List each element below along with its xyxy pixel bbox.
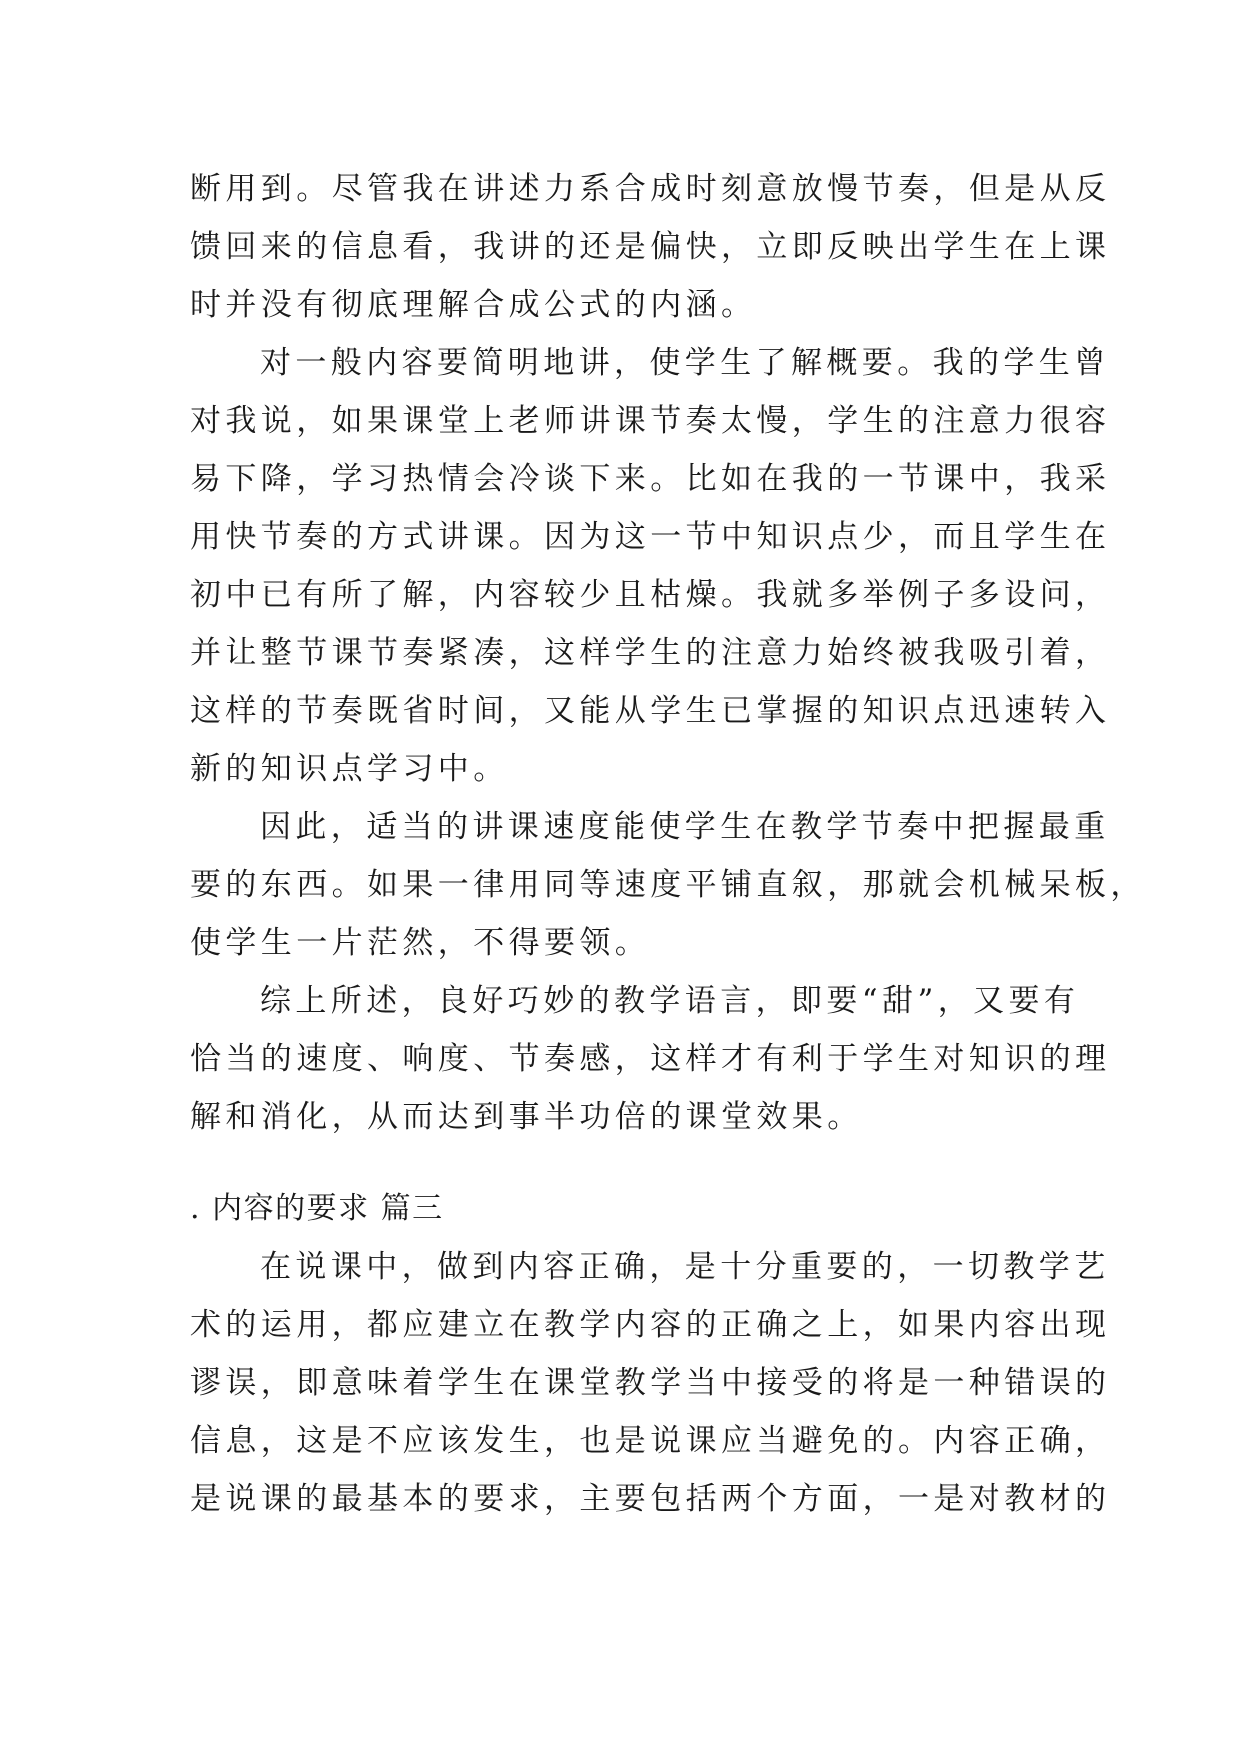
text-line: 是说课的最基本的要求，主要包括两个方面，一是对教材的: [190, 1481, 1111, 1517]
text-line: 这样的节奏既省时间，又能从学生已掌握的知识点迅速转入: [190, 693, 1111, 729]
text-line: 新的知识点学习中。: [190, 751, 509, 787]
text-line: 术的运用，都应建立在教学内容的正确之上，如果内容出现: [190, 1307, 1111, 1343]
text-line: 信息，这是不应该发生，也是说课应当避免的。内容正确，: [190, 1423, 1111, 1459]
text-line: 初中已有所了解，内容较少且枯燥。我就多举例子多设问，: [190, 577, 1111, 613]
text-line: 恰当的速度、响度、节奏感，这样才有利于学生对知识的理: [190, 1041, 1111, 1077]
text-line: 对我说，如果课堂上老师讲课节奏太慢，学生的注意力很容: [190, 403, 1111, 439]
text-line: 易下降，学习热情会冷谈下来。比如在我的一节课中，我采: [190, 461, 1111, 497]
section-gap: [190, 1146, 1050, 1180]
text-line: 对一般内容要简明地讲，使学生了解概要。我的学生曾: [260, 345, 1110, 381]
paragraph-1: [190, 160, 1111, 334]
text-line: 谬误，即意味着学生在课堂教学当中接受的将是一种错误的: [190, 1365, 1111, 1401]
text-line: 综上所述，良好巧妙的教学语言，即要“甜”，又要有: [260, 983, 1080, 1019]
text-line: 因此，适当的讲课速度能使学生在教学节奏中把握最重: [260, 809, 1110, 845]
text-line: 解和消化，从而达到事半功倍的课堂效果。: [190, 1099, 863, 1135]
text-line: 时并没有彻底理解合成公式的内涵。: [190, 287, 757, 323]
text-line: 并让整节课节奏紧凑，这样学生的注意力始终被我吸引着，: [190, 635, 1111, 671]
text-line: 要的东西。如果一律用同等速度平铺直叙，那就会机械呆板，: [190, 867, 1146, 903]
document-page: [190, 160, 1146, 1528]
paragraph-5: [190, 1238, 1111, 1528]
text-line: 断用到。尽管我在讲述力系合成时刻意放慢节奏，但是从反: [190, 171, 1111, 207]
text-line: 使学生一片茫然，不得要领。: [190, 925, 651, 961]
paragraph-4: [190, 972, 1111, 1146]
paragraph-3: [190, 798, 1146, 972]
text-line: 在说课中，做到内容正确，是十分重要的，一切教学艺: [260, 1249, 1110, 1285]
text-line: 用快节奏的方式讲课。因为这一节中知识点少，而且学生在: [190, 519, 1111, 555]
text-line: 馈回来的信息看，我讲的还是偏快，立即反映出学生在上课: [190, 229, 1111, 265]
paragraph-2: [190, 334, 1111, 798]
section-heading: . 内容的要求 篇三: [190, 1191, 444, 1226]
